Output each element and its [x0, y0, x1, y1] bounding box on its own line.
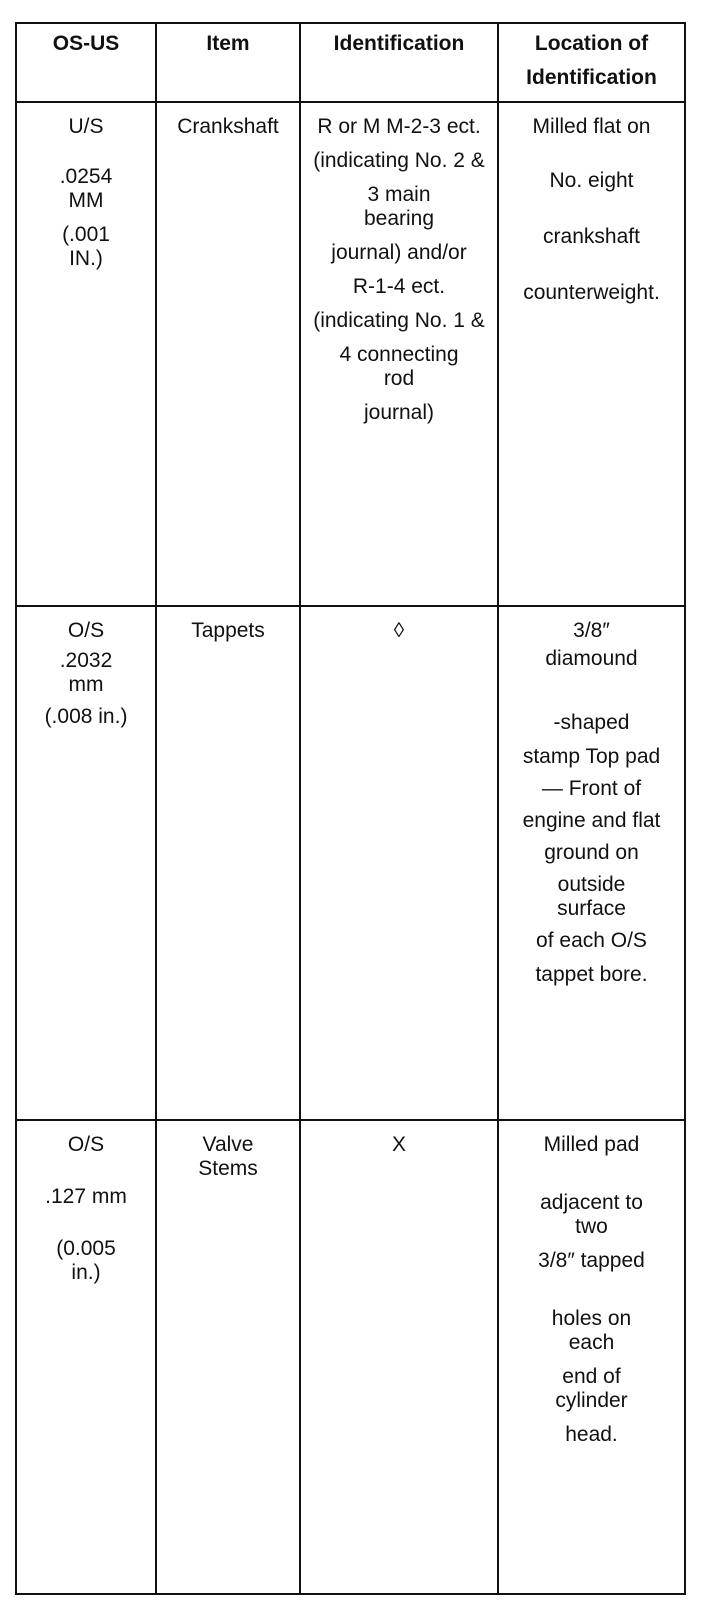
- identification-line: R or M M-2-3 ect.: [317, 115, 481, 138]
- location-line: diamound: [545, 647, 638, 670]
- identification-line: journal) and/or: [331, 241, 467, 264]
- os-us-line: .127 mm: [45, 1185, 127, 1208]
- header-identification: Identification: [300, 23, 498, 102]
- cell-location: [498, 606, 685, 1120]
- header-location: [498, 23, 685, 102]
- identification-line: X: [391, 1133, 406, 1156]
- cell-os-us: [16, 102, 156, 606]
- location-line: holes on each: [551, 1307, 632, 1354]
- header-item: Item: [156, 23, 300, 102]
- cell-item: Tappets: [156, 606, 300, 1120]
- diamond-mark-icon: ◊: [393, 619, 405, 642]
- cell-os-us: [16, 1120, 156, 1594]
- location-line: Milled flat on: [532, 115, 651, 138]
- cell-identification: [300, 1120, 498, 1594]
- os-us-line: .0254 MM: [59, 165, 113, 212]
- os-us-line: O/S: [67, 619, 105, 642]
- os-us-line: .2032 mm: [59, 649, 113, 696]
- os-us-line: (.008 in.): [44, 705, 128, 728]
- table-row-tappets: [16, 606, 685, 1120]
- location-line: counterweight.: [523, 281, 660, 304]
- location-line: No. eight: [549, 169, 634, 192]
- header-location-line: Location of: [534, 32, 649, 55]
- header-location-line: Identification: [526, 66, 657, 89]
- location-line: of each O/S: [536, 929, 647, 952]
- location-line: outside surface: [557, 873, 626, 920]
- location-line: crankshaft: [543, 225, 640, 248]
- cell-identification: [300, 606, 498, 1120]
- cell-os-us: [16, 606, 156, 1120]
- os-us-line: (.001 IN.): [62, 223, 110, 270]
- location-line: ground on: [544, 841, 639, 864]
- location-line: Milled pad: [543, 1133, 640, 1156]
- location-line: head.: [565, 1423, 618, 1446]
- table-row-valve-stems: [16, 1120, 685, 1594]
- os-us-line: O/S: [67, 1133, 105, 1156]
- cell-location: [498, 102, 685, 606]
- location-line: 3/8″: [573, 619, 610, 642]
- cell-item: Valve Stems: [156, 1120, 300, 1594]
- location-line: tappet bore.: [535, 963, 648, 986]
- specification-table: [15, 22, 686, 1595]
- identification-line: 3 main bearing: [363, 183, 435, 230]
- location-line: — Front of: [541, 777, 642, 800]
- location-line: end of cylinder: [555, 1365, 628, 1412]
- table-row-crankshaft: [16, 102, 685, 606]
- identification-line: (indicating No. 1 &: [313, 309, 485, 332]
- identification-line: journal): [363, 401, 435, 424]
- cell-identification: [300, 102, 498, 606]
- table-header-row: [16, 23, 685, 102]
- cell-item: Crankshaft: [156, 102, 300, 606]
- location-line: stamp Top pad: [522, 745, 661, 768]
- os-us-line: U/S: [68, 115, 104, 138]
- header-os-us: OS-US: [16, 23, 156, 102]
- os-us-line: (0.005 in.): [56, 1237, 116, 1284]
- location-line: 3/8″ tapped: [538, 1249, 645, 1272]
- cell-location: [498, 1120, 685, 1594]
- location-line: -shaped: [553, 711, 630, 734]
- location-line: engine and flat: [522, 809, 661, 832]
- identification-line: R-1-4 ect.: [352, 275, 446, 298]
- identification-line: (indicating No. 2 &: [313, 149, 485, 172]
- identification-line: 4 connecting rod: [339, 343, 459, 390]
- location-line: adjacent to two: [540, 1191, 643, 1238]
